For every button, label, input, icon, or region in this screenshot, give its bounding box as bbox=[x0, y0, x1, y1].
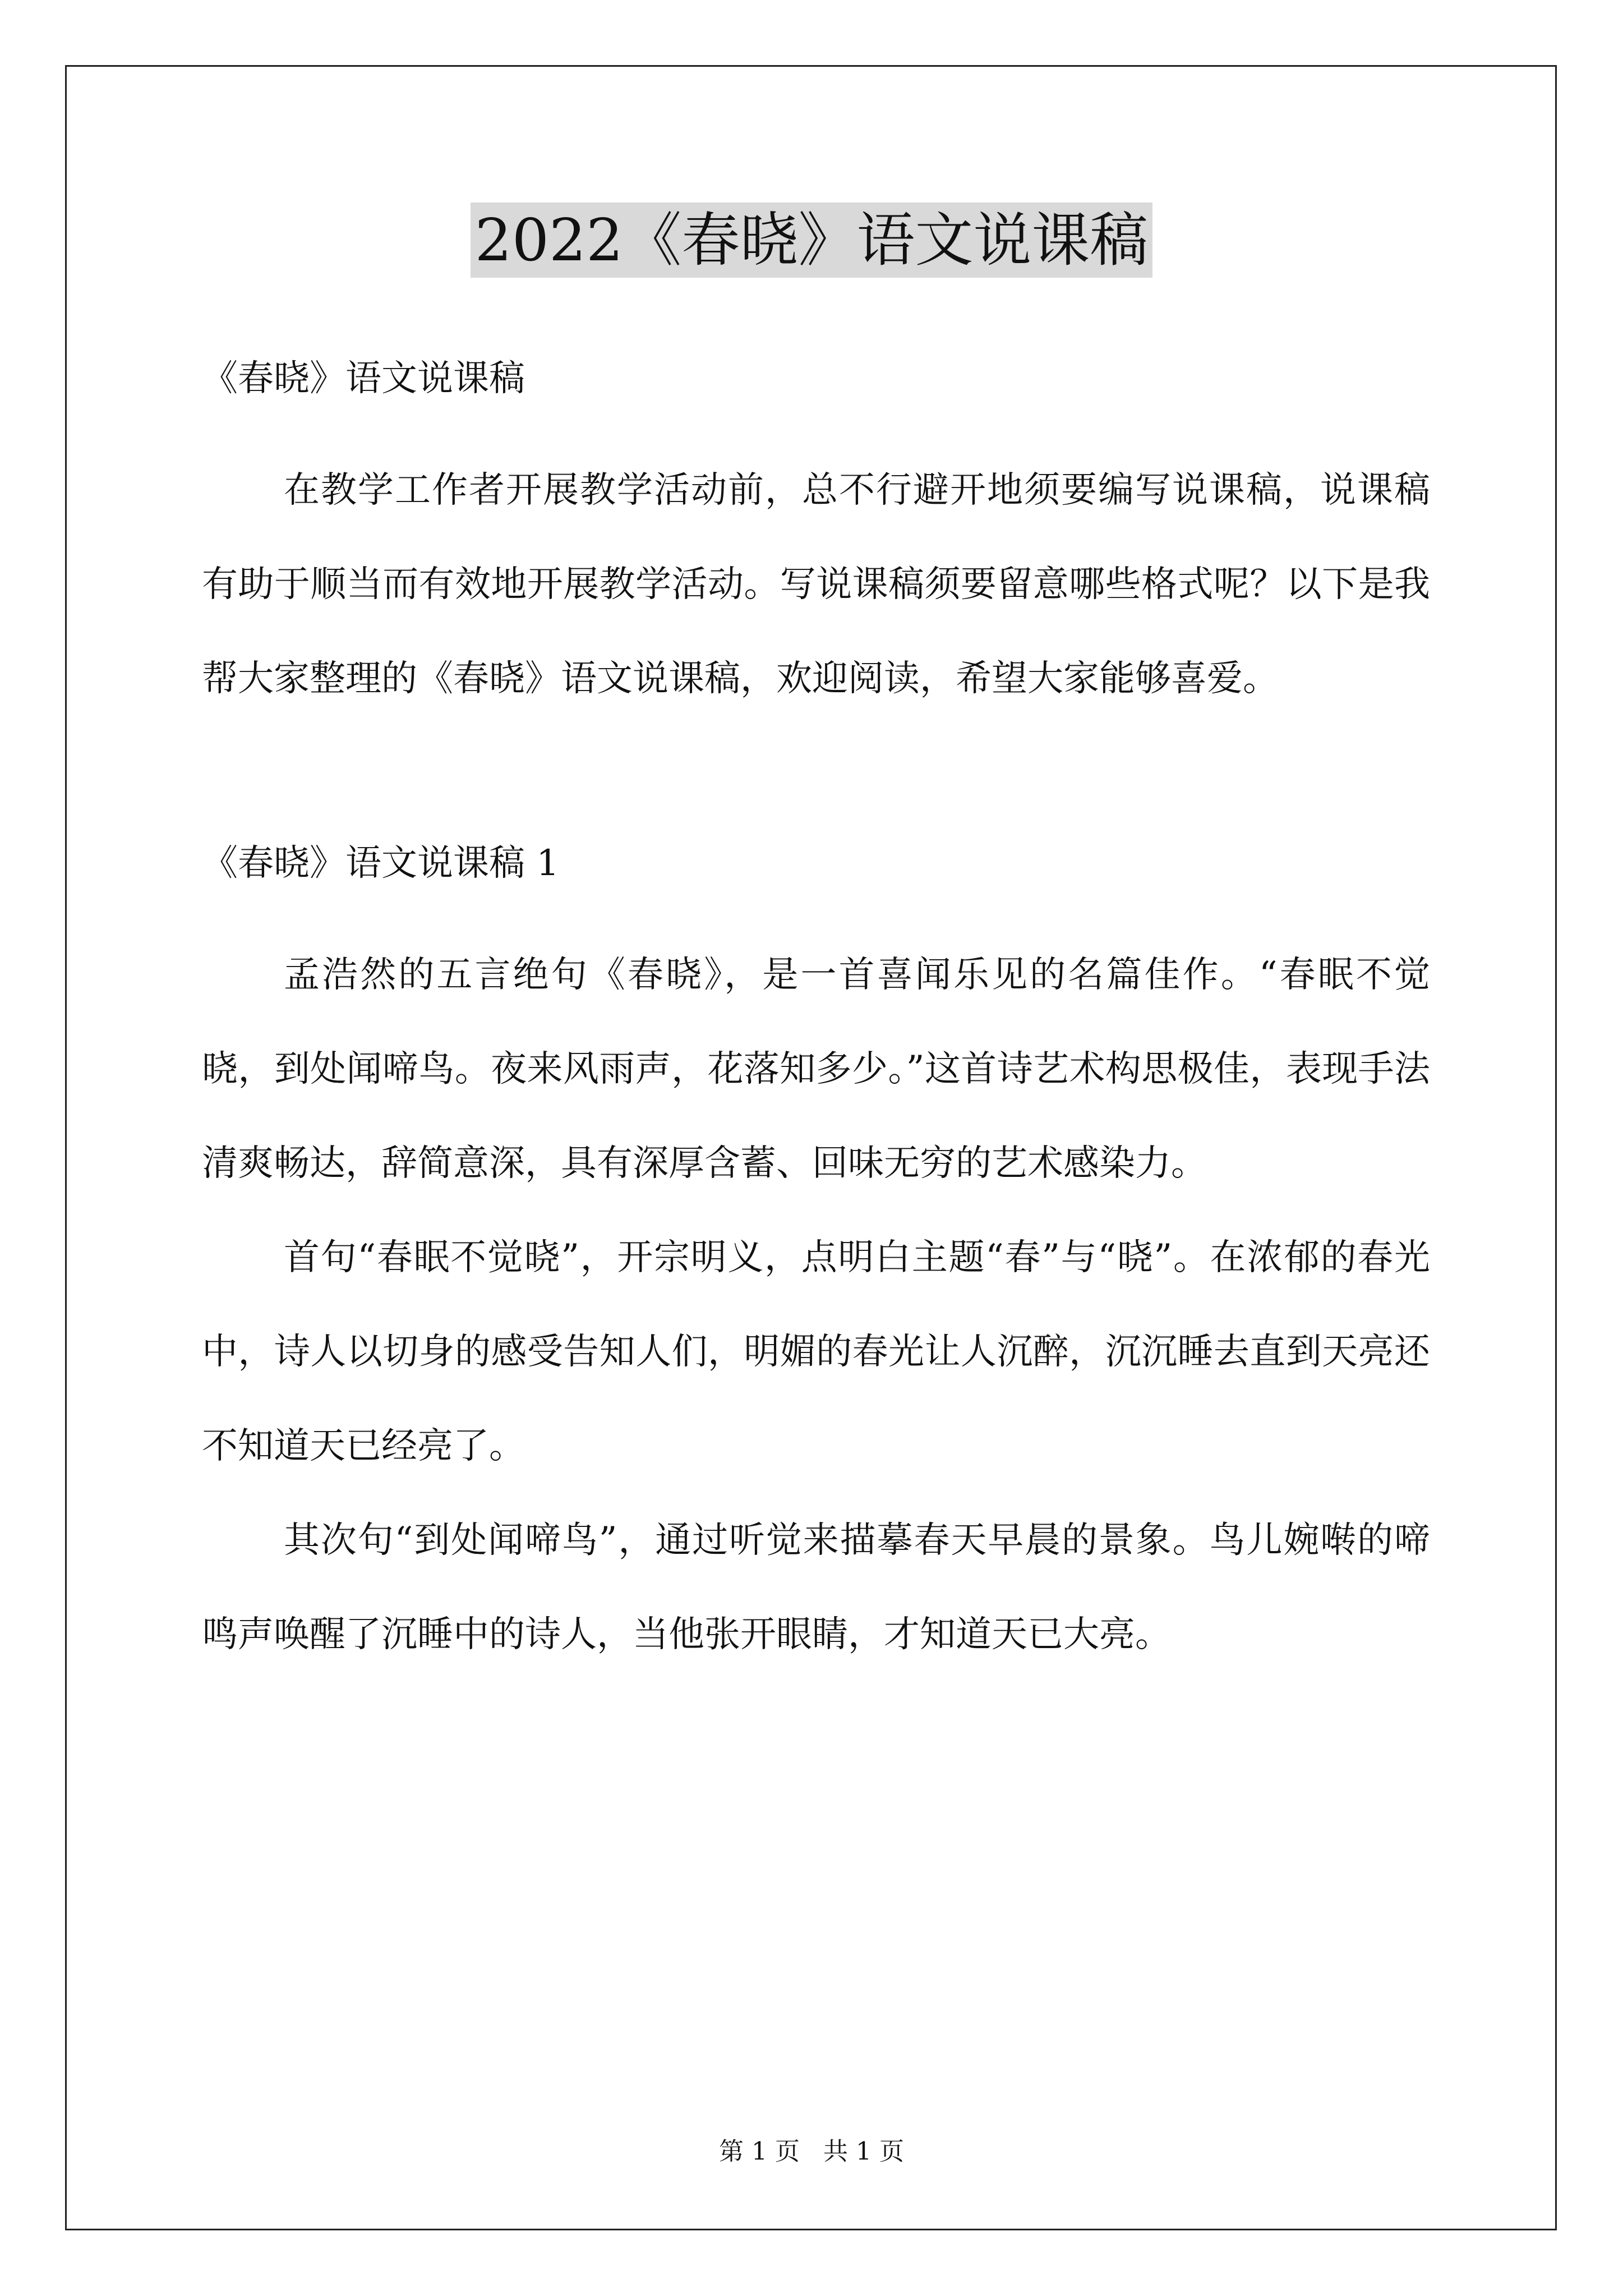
body-paragraph: 首句“春眠不觉晓”，开宗明义，点明白主题“春”与“晓”。在浓郁的春光中，诗人以切身的感受告知人们，明媚的春光让人沉醉，沉沉睡去直到天亮还不知道天已经亮了。 bbox=[202, 1237, 1430, 1467]
document-title-block bbox=[0, 201, 1623, 279]
intro-paragraph: 在教学工作者开展教学活动前，总不行避开地须要编写说课稿，说课稿有助于顺当而有效地开展教学活动。写说课稿须要留意哪些格式呢？以下是我帮大家整理的《春晓》语文说课稿，欢迎阅读，希望大家能够喜爱。 bbox=[202, 470, 1430, 700]
section-heading-intro: 《春晓》语文说课稿 bbox=[202, 358, 525, 399]
document-body bbox=[202, 331, 1430, 1682]
body-paragraph: 孟浩然的五言绝句《春晓》，是一首喜闻乐见的名篇佳作。“春眠不觉晓，到处闻啼鸟。夜来风雨声，花落知多少。”这首诗艺术构思极佳，表现手法清爽畅达，辞简意深，具有深厚含蓄、回味无穷的艺术感染力。 bbox=[202, 954, 1430, 1184]
body-paragraph: 其次句“到处闻啼鸟”，通过听觉来描摹春天早晨的景象。鸟儿婉啭的啼鸣声唤醒了沉睡中的诗人，当他张开眼睛，才知道天已大亮。 bbox=[202, 1520, 1430, 1655]
document-title: 2022《春晓》语文说课稿 bbox=[471, 203, 1153, 278]
section-heading-1: 《春晓》语文说课稿 1 bbox=[202, 843, 560, 884]
page-footer: 第 1 页 共 1 页 bbox=[719, 2137, 904, 2166]
